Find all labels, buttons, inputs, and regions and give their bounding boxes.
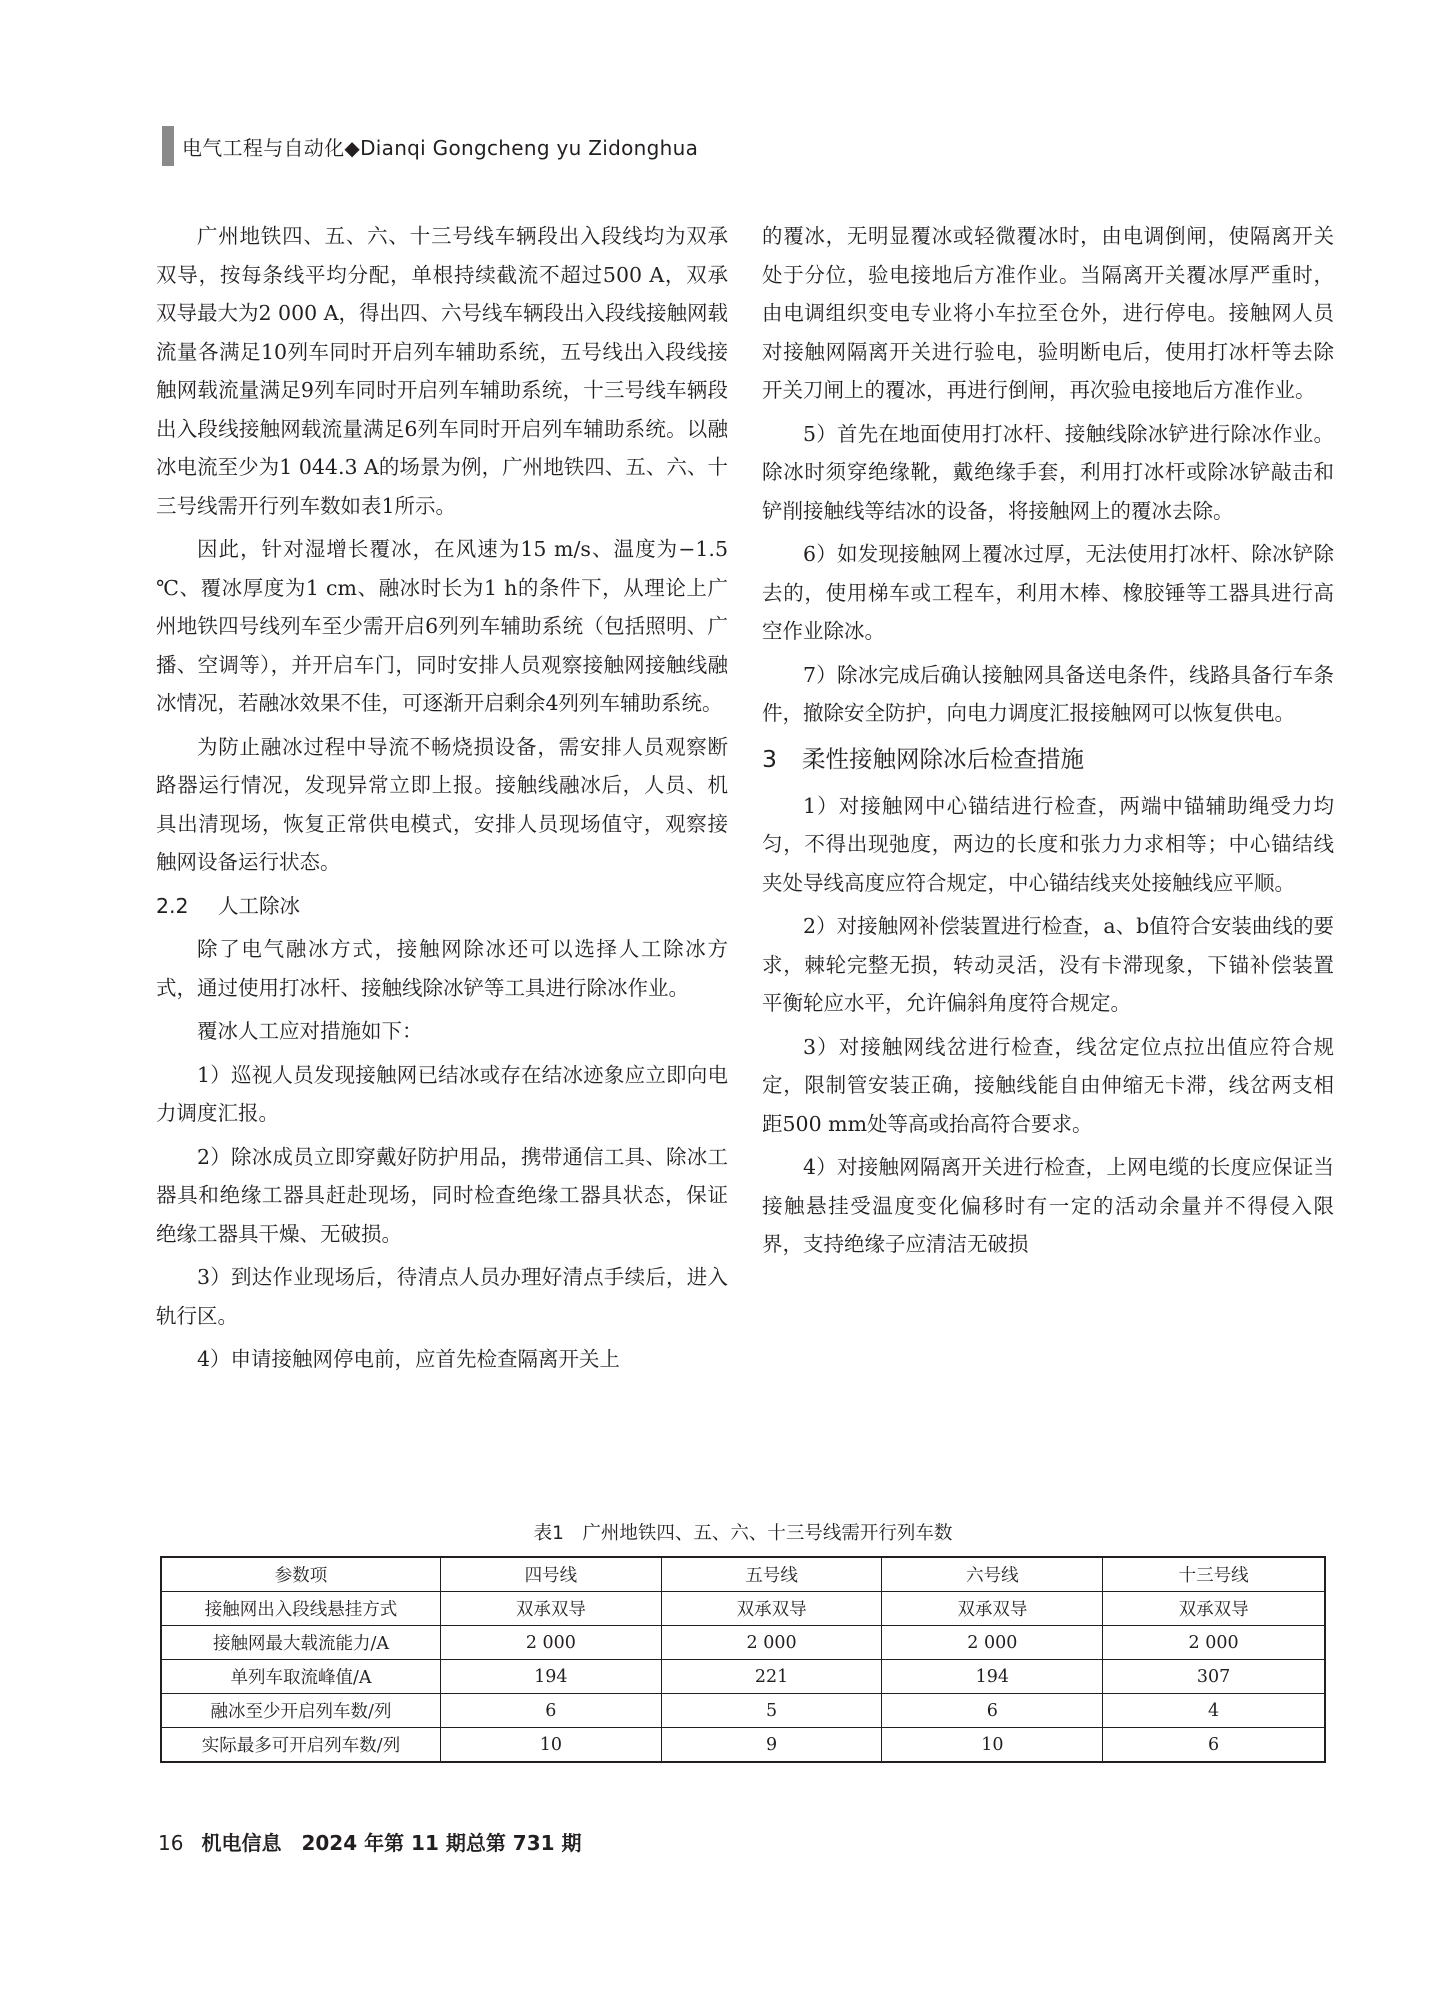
table-cell: 双承双导 bbox=[441, 1592, 662, 1626]
table-cell: 6 bbox=[1103, 1728, 1325, 1763]
table-header-cell: 参数项 bbox=[161, 1557, 441, 1592]
section-number: 3 bbox=[762, 744, 777, 773]
table-cell: 4 bbox=[1103, 1694, 1325, 1728]
paragraph: 1）巡视人员发现接触网已结冰或存在结冰迹象应立即向电力调度汇报。 bbox=[156, 1062, 728, 1125]
left-column bbox=[156, 217, 728, 1497]
table-header-cell: 六号线 bbox=[882, 1557, 1103, 1592]
paragraph: 5）首先在地面使用打冰杆、接触线除冰铲进行除冰作业。除冰时须穿绝缘靴，戴绝缘手套，利用打冰杆或除冰铲敲击和铲削接触线等结冰的设备，将接触网上的覆冰去除。 bbox=[762, 421, 1334, 523]
table-cell: 6 bbox=[441, 1694, 662, 1728]
table-cell: 2 000 bbox=[1103, 1626, 1325, 1660]
table-row bbox=[161, 1728, 1325, 1763]
subsection-number: 2.2 bbox=[156, 893, 189, 918]
header-accent-bar bbox=[162, 126, 174, 166]
table-cell: 9 bbox=[661, 1728, 882, 1763]
table-header-cell: 四号线 bbox=[441, 1557, 662, 1592]
table-cell: 5 bbox=[661, 1694, 882, 1728]
page-footer bbox=[158, 1827, 582, 1856]
table-cell: 221 bbox=[661, 1660, 882, 1694]
paragraph: 3）对接触网线岔进行检查，线岔定位点拉出值应符合规定，限制管安装正确，接触线能自由伸缩无卡滞，线岔两支相距500 mm处等高或抬高符合要求。 bbox=[762, 1034, 1334, 1136]
table-cell: 双承双导 bbox=[1103, 1592, 1325, 1626]
table-row bbox=[161, 1660, 1325, 1694]
table-cell: 接触网出入段线悬挂方式 bbox=[161, 1592, 441, 1626]
paragraph: 除了电气融冰方式，接触网除冰还可以选择人工除冰方式，通过使用打冰杆、接触线除冰铲等工具进行除冰作业。 bbox=[156, 937, 728, 1000]
table-header-row bbox=[161, 1557, 1325, 1592]
paragraph: 1）对接触网中心锚结进行检查，两端中锚辅助绳受力均匀，不得出现弛度，两边的长度和张力力求相等；中心锚结线夹处导线高度应符合规定，中心锚结线夹处接触线应平顺。 bbox=[762, 793, 1334, 895]
paragraph: 因此，针对湿增长覆冰，在风速为15 m/s、温度为−1.5 ℃、覆冰厚度为1 cm、融冰时长为1 h的条件下，从理论上广州地铁四号线列车至少需开启6列列车辅助系统（包括照明、广播、空调等），并开启车门，同时安排人员观察接触网接触线融冰情况，若融冰效果不佳，可逐渐开启剩余4列列车辅助系统。 bbox=[156, 537, 728, 715]
header-title: 电气工程与自动化◆Dianqi Gongcheng yu Zidonghua bbox=[182, 135, 699, 160]
table-cell: 194 bbox=[882, 1660, 1103, 1694]
table-cell: 194 bbox=[441, 1660, 662, 1694]
table-cell: 6 bbox=[882, 1694, 1103, 1728]
paragraph: 4）对接触网隔离开关进行检查，上网电缆的长度应保证当接触悬挂受温度变化偏移时有一定的活动余量并不得侵入限界，支持绝缘子应清洁无破损 bbox=[762, 1155, 1334, 1256]
right-column bbox=[762, 217, 1334, 1497]
section-title: 柔性接触网除冰后检查措施 bbox=[802, 744, 1084, 773]
table-cell: 2 000 bbox=[661, 1626, 882, 1660]
paragraph: 的覆冰，无明显覆冰或轻微覆冰时，由电调倒闸，使隔离开关处于分位，验电接地后方准作业。当隔离开关覆冰厚严重时，由电调组织变电专业将小车拉至仓外，进行停电。接触网人员对接触网隔离开关进行验电，验明断电后，使用打冰杆等去除开关刀闸上的覆冰，再进行倒闸，再次验电接地后方准作业。 bbox=[762, 224, 1334, 402]
table-cell: 2 000 bbox=[882, 1626, 1103, 1660]
section-heading bbox=[762, 739, 1334, 779]
paragraph: 广州地铁四、五、六、十三号线车辆段出入段线均为双承双导，按每条线平均分配，单根持续截流不超过500 A，双承双导最大为2 000 A，得出四、六号线车辆段出入段线接触网载流量各满足10列车同时开启列车辅助系统，五号线出入段线接触网载流量满足9列车同时开启列车辅助系统，十三号线车辆段出入段线接触网载流量满足6列车同时开启列车辅助系统。以融冰电流至少为1 044.3 A的场景为例，广州地铁四、五、六、十三号线需开行列车数如表1所示。 bbox=[156, 224, 728, 518]
table-cell: 10 bbox=[441, 1728, 662, 1763]
paragraph: 为防止融冰过程中导流不畅烧损设备，需安排人员观察断路器运行情况，发现异常立即上报。接触线融冰后，人员、机具出清现场，恢复正常供电模式，安排人员现场值守，观察接触网设备运行状态。 bbox=[156, 734, 728, 874]
table-cell: 双承双导 bbox=[882, 1592, 1103, 1626]
table-row bbox=[161, 1626, 1325, 1660]
table-cell: 双承双导 bbox=[661, 1592, 882, 1626]
table-cell: 接触网最大载流能力/A bbox=[161, 1626, 441, 1660]
table-row bbox=[161, 1694, 1325, 1728]
table-cell: 实际最多可开启列车数/列 bbox=[161, 1728, 441, 1763]
paragraph: 6）如发现接触网上覆冰过厚，无法使用打冰杆、除冰铲除去的，使用梯车或工程车，利用木棒、橡胶锤等工器具进行高空作业除冰。 bbox=[762, 542, 1334, 643]
paragraph: 4）申请接触网停电前，应首先检查隔离开关上 bbox=[197, 1347, 621, 1371]
table-row bbox=[161, 1592, 1325, 1626]
paragraph: 2）除冰成员立即穿戴好防护用品，携带通信工具、除冰工器具和绝缘工器具赶赴现场，同时检查绝缘工器具状态，保证绝缘工器具干燥、无破损。 bbox=[156, 1144, 728, 1246]
paragraph: 2）对接触网补偿装置进行检查，a、b值符合安装曲线的要求，棘轮完整无损，转动灵活，没有卡滞现象，下锚补偿装置平衡轮应水平，允许偏斜角度符合规定。 bbox=[762, 914, 1334, 1015]
table-header-cell: 五号线 bbox=[661, 1557, 882, 1592]
subsection-heading bbox=[156, 887, 728, 926]
table-cell: 融冰至少开启列车数/列 bbox=[161, 1694, 441, 1728]
paragraph: 覆冰人工应对措施如下： bbox=[197, 1019, 423, 1043]
table-cell: 307 bbox=[1103, 1660, 1325, 1694]
table-cell: 2 000 bbox=[441, 1626, 662, 1660]
subsection-title: 人工除冰 bbox=[218, 893, 300, 918]
paragraph: 3）到达作业现场后，待清点人员办理好清点手续后，进入轨行区。 bbox=[156, 1265, 728, 1328]
table-cell: 10 bbox=[882, 1728, 1103, 1763]
paragraph: 7）除冰完成后确认接触网具备送电条件，线路具备行车条件，撤除安全防护，向电力调度汇报接触网可以恢复供电。 bbox=[762, 662, 1334, 725]
table-cell: 单列车取流峰值/A bbox=[161, 1660, 441, 1694]
journal-info: 机电信息 2024 年第 11 期总第 731 期 bbox=[201, 1831, 582, 1855]
page-number: 16 bbox=[158, 1831, 184, 1855]
train-count-table bbox=[160, 1556, 1326, 1763]
running-header bbox=[162, 126, 698, 166]
table-caption: 表1 广州地铁四、五、六、十三号线需开行列车数 bbox=[533, 1523, 953, 1544]
table-header-cell: 十三号线 bbox=[1103, 1557, 1325, 1592]
